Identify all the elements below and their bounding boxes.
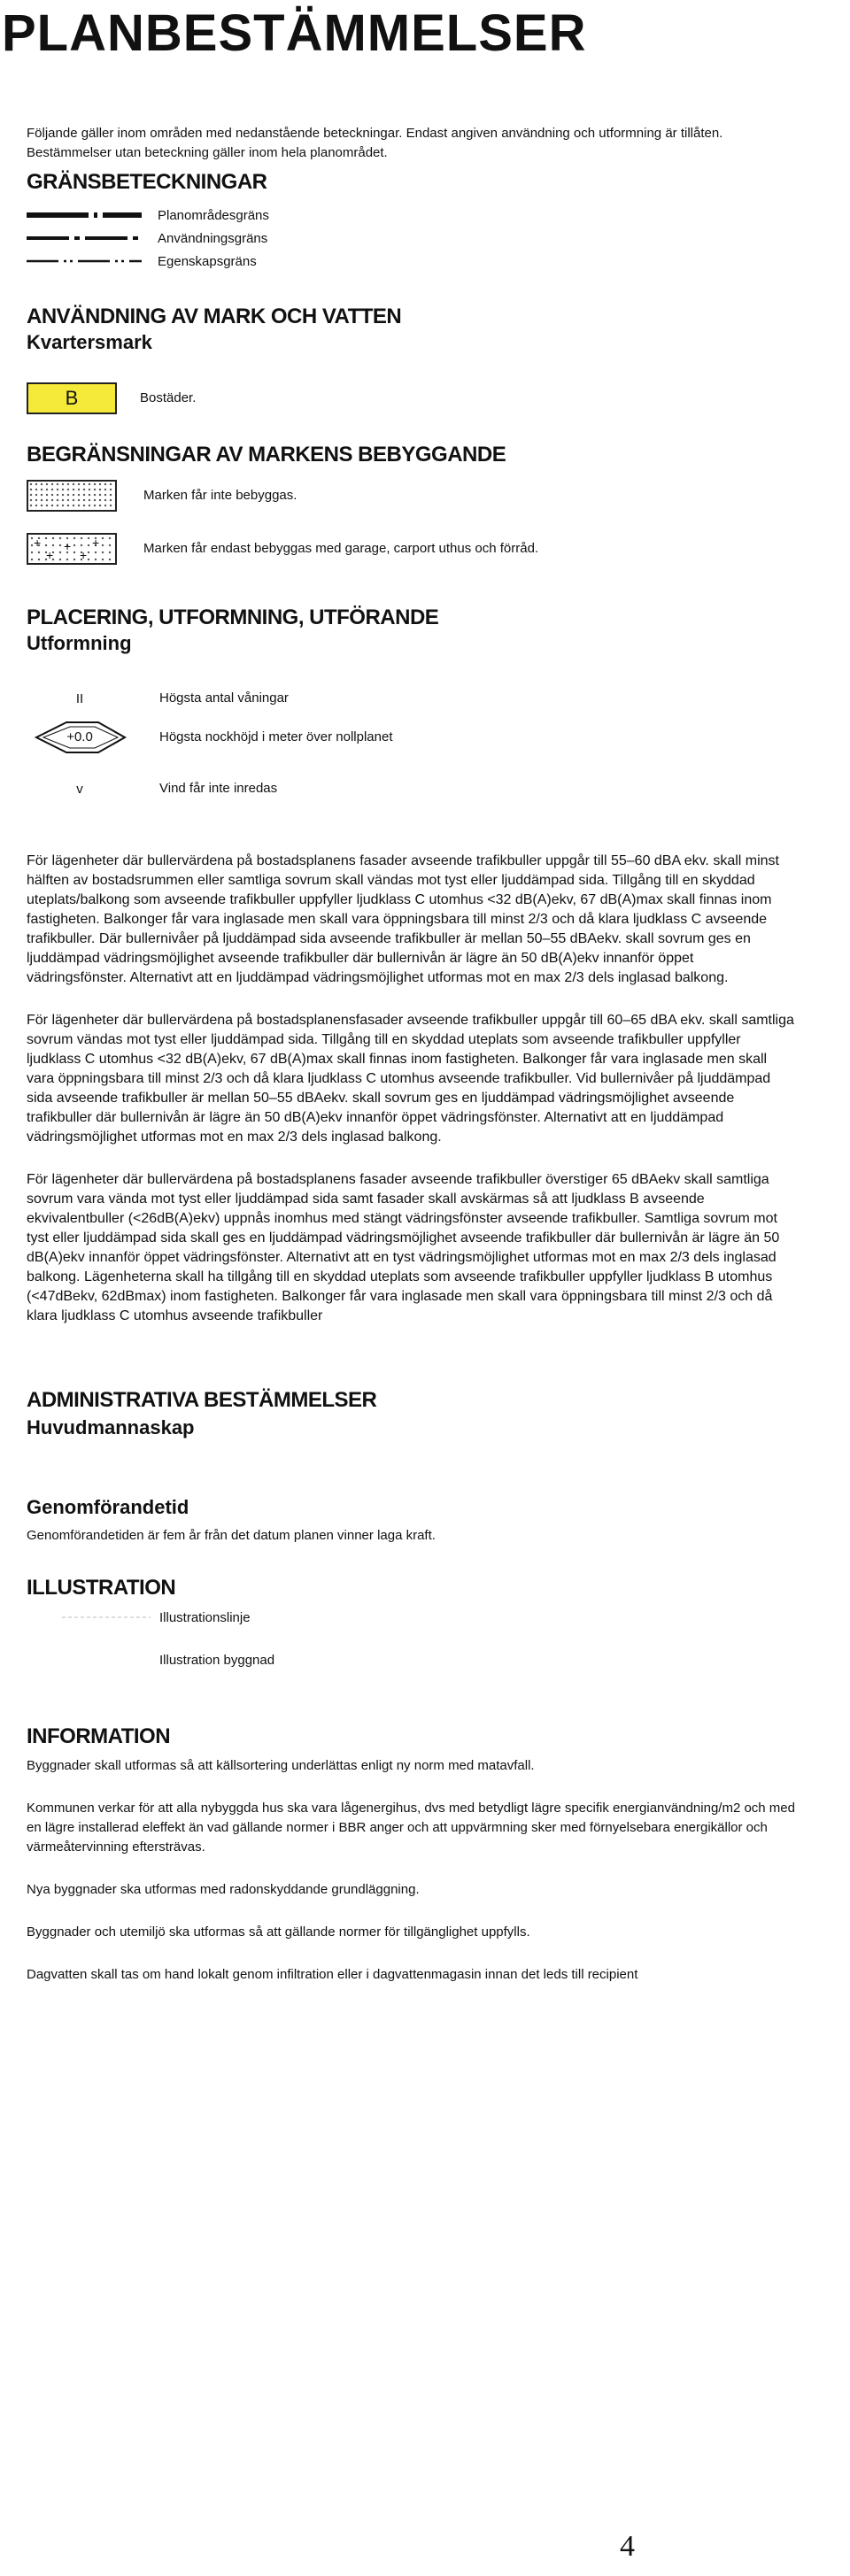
page-title: PLANBESTÄMMELSER (2, 4, 587, 62)
dotted-hatch-icon (27, 480, 117, 512)
legend-row-planomradesgrans (27, 204, 797, 227)
ridge-height-code: +0.0 (66, 729, 93, 744)
illustration-building-label: Illustration byggnad (159, 1652, 275, 1668)
floors-label: Högsta antal våningar (159, 690, 289, 706)
noise-paragraph-2: För lägenheter där bullervärdena på bostadsplanensfasader avseende trafikbuller uppgår till 60–65 dBA ekv. skall samtliga sovrum vändas mot tyst eller ljuddämpad sida. Tillgång till en skyddad uteplats som avseende trafikbuller uppfyller ljudklass C utomhus <32 dB(A)ekv, 67 dB(A)max skall finnas inom fastigheten. Balkonger får vara inglasade men skall vara öppningsbara till minst 2/3 och då klara ljudklass C utomhus avseende trafikbuller. Vid bullernivåer på ljuddämpad sida avseende trafikbuller är mellan 50–55 dBAekv. skall sovrum ges en ljuddämpad vädringsmöjlighet avseende trafikbuller där bullernivån är lägre än 50 dB(A)ekv innanför öppet vädringsfönster. Alternativt att en ljuddämpad vädringsmöjlighet utformas mot en max 2/3 dels inglasad balkong. (27, 1013, 794, 1145)
utformning-subheading: Utformning (27, 632, 132, 654)
page-number: 4 (620, 2530, 635, 2563)
utformning-row-floors (27, 689, 797, 708)
illustration-heading: ILLUSTRATION (27, 1576, 176, 1600)
information-paragraph-2: Kommunen verkar för att alla nybyggda hus ska vara lågenergihus, dvs med betydligt lägre specifik energianvändning/m2 och med en lägre installerad eleffekt än vad gällande normer i BBR anger och att uppvärmning sker med förnyelsebara energikällor och värmeåtervinning eftersträvas. (27, 1801, 795, 1855)
plan-document (27, 124, 797, 1985)
illustration-building-icon (27, 1647, 151, 1673)
legend-label: Egenskapsgräns (158, 253, 257, 269)
huvudmannaskap-subheading: Huvudmannaskap (27, 1416, 195, 1438)
gransbeteckningar-legend (27, 204, 797, 273)
noise-paragraph-3: För lägenheter där bullervärdena på bostadsplanens fasader avseende trafikbuller överstiger 65 dBAekv skall samtliga sovrum vara vända mot tyst eller ljuddämpad sida samt fasader skall avskärmas så att ljudklass B avseende ekvivalentbuller (<26dB(A)ekv) uppnås inomhus med stängt vädringsfönster avseende trafikbuller. Samtliga sovrum mot tyst eller ljuddämpad sida skall ges en ljuddämpad vädringsmöjlighet avseende trafikbuller där bullernivån är lägre än 50 dB(A)ekv innanför öppet vädringsfönster. Alternativt att en tyst vädringsmöjlighet utformas mot en max 2/3 dels inglasad balkong. Lägenheterna skall ha tillgång till en skyddad uteplats som avseende trafikbuller uppfyller ljudklass B utomhus (<47dBekv, 62dBmax) inom fastigheten. Balkonger får vara inglasade men skall vara öppningsbara till minst 2/3 och då klara ljudklass C utomhus avseende trafikbuller (27, 1172, 780, 1323)
floors-code: II (75, 690, 84, 706)
begransningar-heading: BEGRÄNSNINGAR AV MARKENS BEBYGGANDE (27, 443, 506, 467)
information-paragraph-4: Byggnader och utemiljö ska utformas så att gällande normer för tillgänglighet uppfylls. (27, 1924, 530, 1940)
legend-row-egenskapsgrans (27, 250, 797, 273)
kvartersmark-subheading: Kvartersmark (27, 331, 152, 353)
attic-code: v (76, 781, 83, 797)
illustration-building-row (27, 1647, 797, 1673)
noise-paragraph-1: För lägenheter där bullervärdena på bostadsplanens fasader avseende trafikbuller uppgår till 55–60 dBA ekv. skall minst hälften av bostadsrummen eller samtliga sovrum skall vändas mot tyst eller ljuddämpad sida. Tillgång till en skyddad uteplats/balkong som avseende trafikbuller uppfyller ljudklass C utomhus <32 dB(A)ekv, 67 dB(A)max skall finnas inom fastigheten. Balkonger får vara inglasade men skall vara öppningsbara till minst 2/3 och då klara ljudklass C avseende trafikbuller. Där bullernivåer på ljuddämpad sida avseende trafikbuller är mellan 50–55 dBAekv. skall sovrum ges en ljuddämpad vädringsmöjlighet avseende trafikbuller där bullernivån är lägre än 50 dB(A)ekv innanför öppet vädringsfönster. Alternativt att en ljuddämpad vädringsmöjlighet utformas mot en max 2/3 dels inglasad balkong. (27, 853, 779, 985)
property-boundary-line-icon (27, 250, 142, 273)
placering-heading: PLACERING, UTFORMNING, UTFÖRANDE (27, 605, 439, 629)
zone-b-row (27, 382, 797, 414)
gransbeteckningar-heading: GRÄNSBETECKNINGAR (27, 170, 267, 194)
utformning-row-attic (27, 779, 797, 798)
limited-build-label: Marken får endast bebyggas med garage, carport uthus och förråd. (143, 541, 539, 556)
information-paragraph-5: Dagvatten skall tas om hand lokalt genom infiltration eller i dagvattenmagasin innan det leds till recipient (27, 1967, 638, 1982)
plan-boundary-line-icon (27, 204, 142, 227)
ridge-height-label: Högsta nockhöjd i meter över nollplanet (159, 729, 393, 744)
information-heading: INFORMATION (27, 1724, 171, 1748)
zone-code: B (65, 387, 79, 409)
zone-label: Bostäder. (140, 390, 197, 405)
illustration-line-icon (27, 1604, 151, 1631)
illustration-line-label: Illustrationslinje (159, 1609, 251, 1625)
legend-label: Planområdesgräns (158, 207, 269, 223)
legend-row-anvandningsgrans (27, 227, 797, 250)
administrativa-heading: ADMINISTRATIVA BESTÄMMELSER (27, 1388, 377, 1412)
attic-label: Vind får inte inredas (159, 781, 278, 796)
genomforandetid-heading: Genomförandetid (27, 1496, 189, 1518)
zone-b-symbol (27, 382, 117, 414)
utformning-row-ridge (27, 719, 797, 756)
use-boundary-line-icon (27, 227, 142, 250)
illustration-line-row (27, 1604, 797, 1631)
genomforandetid-text: Genomförandetiden är fem år från det datum planen vinner laga kraft. (27, 1528, 436, 1543)
no-build-row (27, 480, 797, 512)
legend-label: Användningsgräns (158, 230, 268, 246)
cross-hatch-icon: + + + + + (27, 533, 117, 565)
ridge-height-diamond-icon (27, 719, 133, 756)
anvandning-heading: ANVÄNDNING AV MARK OCH VATTEN (27, 305, 402, 328)
information-paragraph-3: Nya byggnader ska utformas med radonskyddande grundläggning. (27, 1882, 420, 1897)
no-build-label: Marken får inte bebyggas. (143, 488, 298, 503)
limited-build-row (27, 533, 797, 565)
information-paragraph-1: Byggnader skall utformas så att källsortering underlättas enligt ny norm med matavfall. (27, 1758, 535, 1773)
intro-text: Följande gäller inom områden med nedanstående beteckningar. Endast angiven användning och utformning är tillåten. Bestämmelser utan beteckning gäller inom hela planområdet. (27, 126, 723, 160)
